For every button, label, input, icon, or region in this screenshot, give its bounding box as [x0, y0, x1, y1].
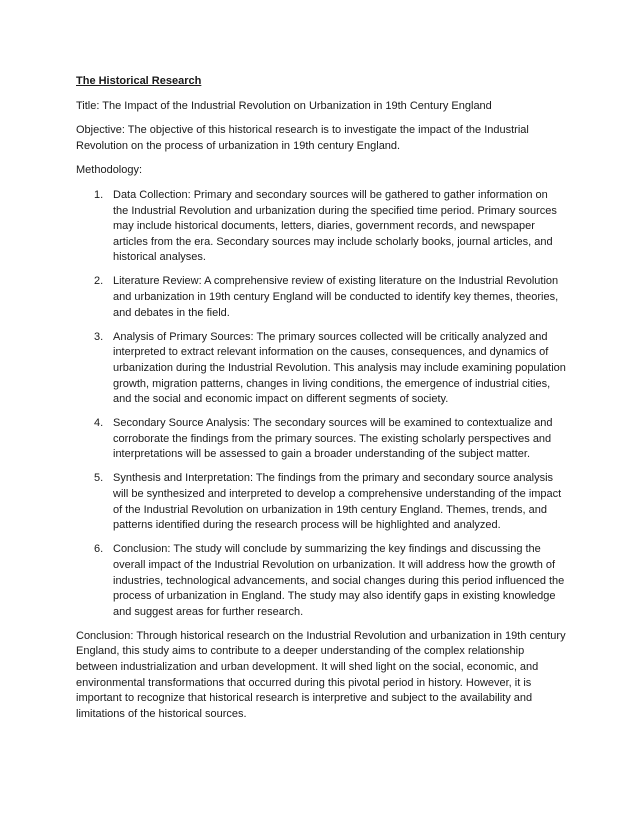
- methodology-step-6: [76, 542, 566, 620]
- methodology-step-1: [76, 188, 566, 266]
- methodology-step-5: [76, 471, 566, 533]
- methodology-list: [76, 188, 566, 620]
- step-text: Analysis of Primary Sources: The primary sources collected will be critically analyzed and interpreted to extract relevant information on the causes, consequences, and dynamics of urbanization during the Industrial Revolution. This analysis may include examining population growth, migration patterns, changes in living conditions, the emergence of industrial cities, and the social and economic impact on different segments of society.: [113, 330, 566, 406]
- methodology-label: Methodology:: [76, 164, 143, 177]
- document-heading: The Historical Research: [76, 75, 202, 87]
- methodology-step-3: [76, 330, 566, 408]
- step-number: 6.: [94, 543, 104, 556]
- objective-paragraph: Objective: The objective of this historical research is to investigate the impact of the Industrial Revolution on the process of urbanization in 19th century England.: [76, 124, 529, 152]
- title-line: Title: The Impact of the Industrial Revolution on Urbanization in 19th Century England: [76, 99, 492, 112]
- step-text: Secondary Source Analysis: The secondary sources will be examined to contextualize and corroborate the findings from the primary sources. The existing scholarly perspectives and interpretations will be assessed to gain a broader understanding of the subject matter.: [113, 417, 553, 461]
- step-number: 3.: [94, 330, 104, 343]
- conclusion-paragraph: Conclusion: Through historical research on the Industrial Revolution and urbanization in 19th century England, this study aims to contribute to a deeper understanding of the complex relationship between industrialization and urban development. It will shed light on the social, economic, and environmental transformations that occurred during this pivotal period in history. However, it is important to recognize that historical research is interpretive and subject to the availability and limitations of the historical sources.: [76, 629, 566, 720]
- step-text: Synthesis and Interpretation: The findings from the primary and secondary source analysis will be synthesized and interpreted to develop a comprehensive understanding of the impact of the Industrial Revolution on urbanization in 19th century England. Themes, trends, and patterns identified during the research process will be highlighted and analyzed.: [113, 472, 562, 532]
- methodology-step-4: [76, 416, 566, 463]
- methodology-step-2: [76, 274, 566, 321]
- document-page: [76, 74, 566, 731]
- step-number: 2.: [94, 275, 104, 288]
- step-number: 4.: [94, 417, 104, 430]
- step-text: Conclusion: The study will conclude by summarizing the key findings and discussing the overall impact of the Industrial Revolution on urbanization. It will address how the growth of industries, technological advancements, and social changes during this period influenced the process of urbanization in England. The study may also identify gaps in existing knowledge and suggest areas for further research.: [113, 543, 565, 618]
- step-text: Data Collection: Primary and secondary sources will be gathered to gather information on the Industrial Revolution and urbanization during the specified time period. Primary sources may include historical documents, letters, diaries, government records, and newspaper articles from the era. Secondary sources may include scholarly books, journal articles, and historical analyses.: [113, 188, 557, 264]
- step-number: 1.: [94, 188, 104, 201]
- step-text: Literature Review: A comprehensive review of existing literature on the Industrial Revolution and urbanization in 19th century England will be conducted to identify key themes, theories, and debates in the field.: [113, 275, 559, 319]
- step-number: 5.: [94, 472, 104, 485]
